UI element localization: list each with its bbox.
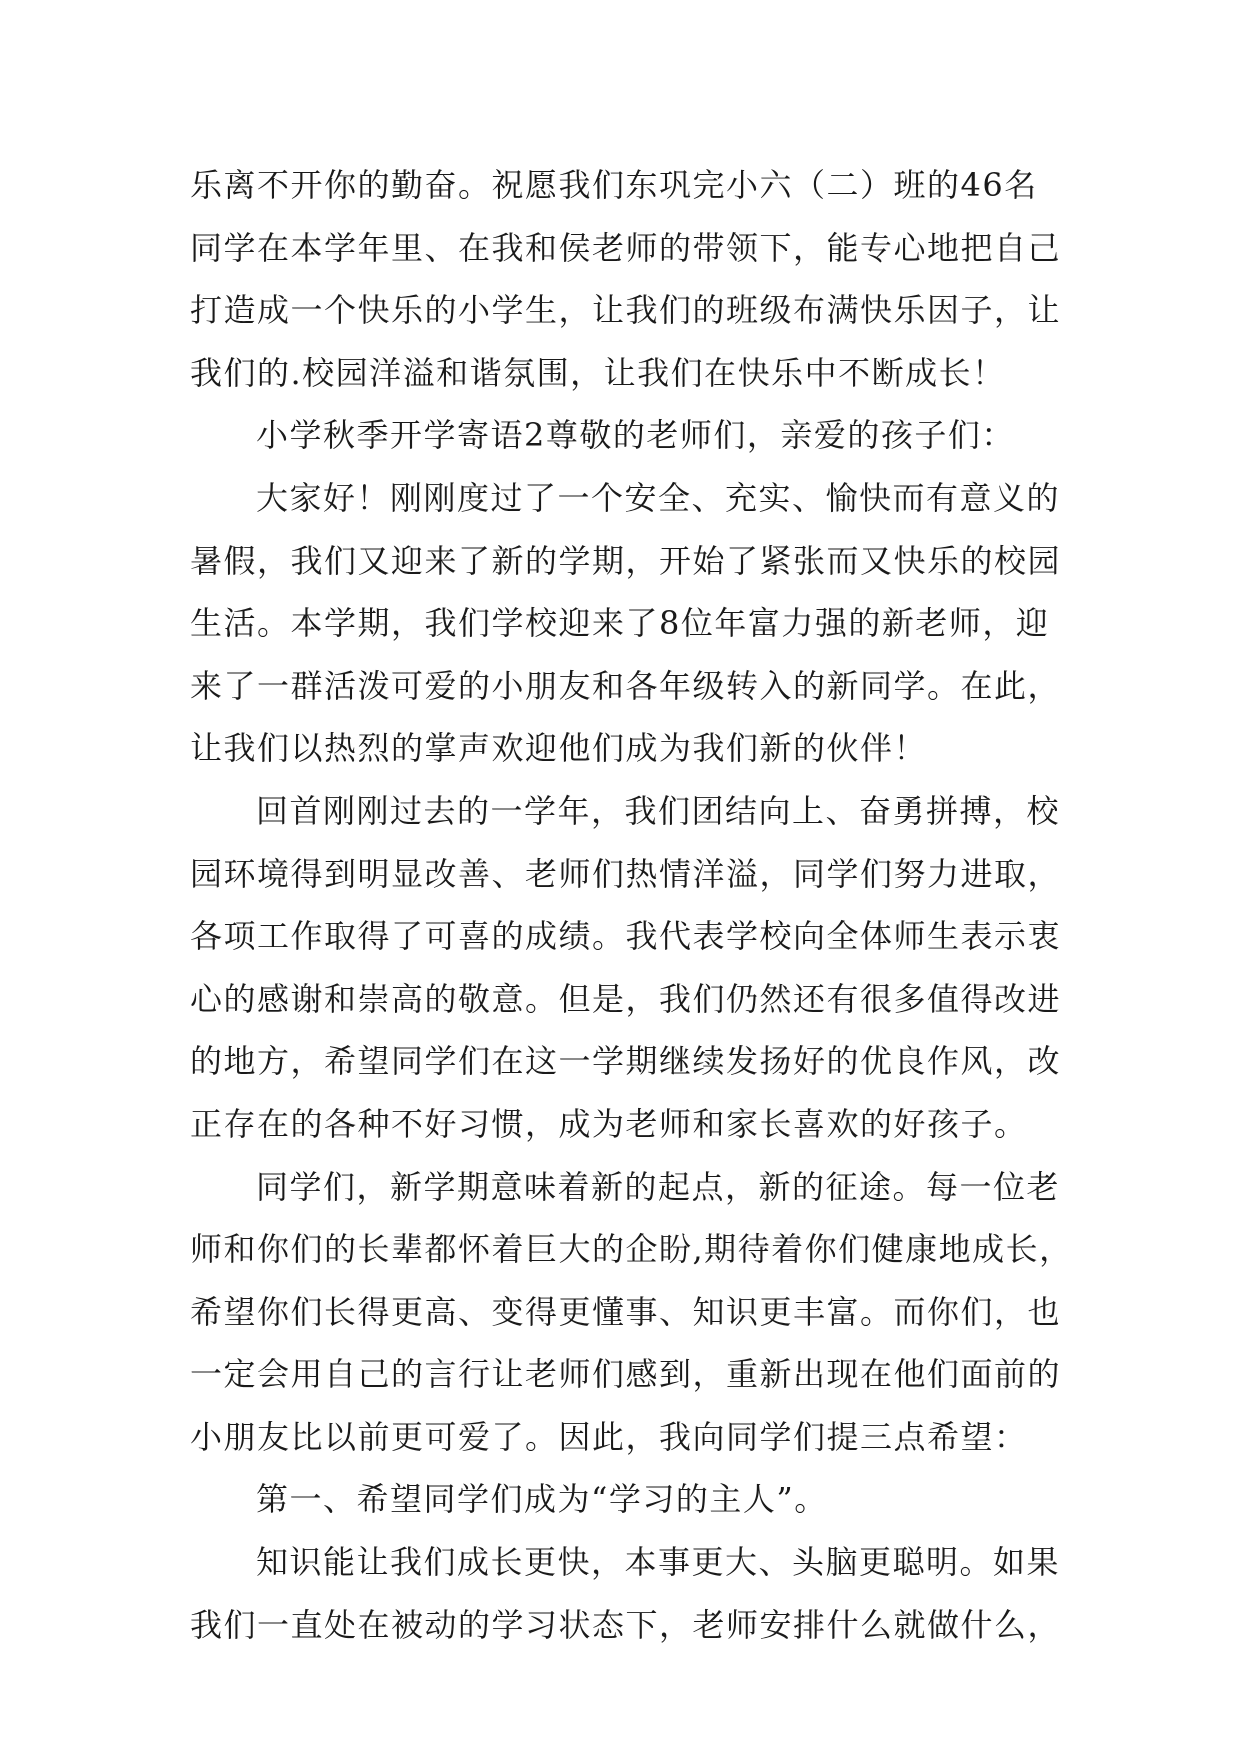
text-line: 乐离不开你的勤奋。祝愿我们东巩完小六（二）班的46名 [190,166,1038,204]
text-line: 小朋友比以前更可爱了。因此，我向同学们提三点希望： [190,1417,1028,1456]
text-line: 同学在本学年里、在我和侯老师的带领下，能专心地把自己 [190,228,1062,267]
text-line: 打造成一个快乐的小学生，让我们的班级布满快乐因子，让 [190,291,1062,330]
text-line: 回首刚刚过去的一学年，我们团结向上、奋勇拼搏，校 [256,791,1061,830]
text-line: 一定会用自己的言行让老师们感到，重新出现在他们面前的 [190,1355,1062,1394]
text-line: 知识能让我们成长更快，本事更大、头脑更聪明。如果 [256,1543,1061,1582]
text-line: 让我们以热烈的掌声欢迎他们成为我们新的伙伴！ [190,729,928,768]
text-line: 大家好！刚刚度过了一个安全、充实、愉快而有意义的 [256,478,1061,517]
text-line: 我们一直处在被动的学习状态下，老师安排什么就做什么， [190,1605,1062,1644]
text-line: 暑假，我们又迎来了新的学期，开始了紧张而又快乐的校园 [190,541,1062,580]
text-line: 各项工作取得了可喜的成绩。我代表学校向全体师生表示衷 [190,917,1062,956]
text-line: 希望你们长得更高、变得更懂事、知识更丰富。而你们，也 [190,1292,1062,1331]
text-line: 师和你们的长辈都怀着巨大的企盼,期待着你们健康地成长， [190,1230,1073,1269]
text-line: 第一、希望同学们成为“学习的主人”。 [256,1480,828,1519]
text-line: 的地方，希望同学们在这一学期继续发扬好的优良作风，改 [190,1042,1062,1081]
section-heading-line: 小学秋季开学寄语2尊敬的老师们，亲爱的孩子们： [256,416,1015,455]
document-body [190,154,1073,1656]
text-line: 正存在的各种不好习惯，成为老师和家长喜欢的好孩子。 [190,1104,1028,1143]
text-line: 心的感谢和崇高的敬意。但是，我们仍然还有很多值得改进 [190,979,1062,1018]
text-line: 生活。本学期，我们学校迎来了8位年富力强的新老师，迎 [190,604,1050,643]
text-line: 园环境得到明显改善、老师们热情洋溢，同学们努力进取， [190,854,1062,893]
text-line: 同学们，新学期意味着新的起点，新的征途。每一位老 [256,1167,1061,1206]
text-line: 我们的.校园洋溢和谐氛围，让我们在快乐中不断成长！ [190,353,1006,392]
text-line: 来了一群活泼可爱的小朋友和各年级转入的新同学。在此， [190,666,1062,705]
